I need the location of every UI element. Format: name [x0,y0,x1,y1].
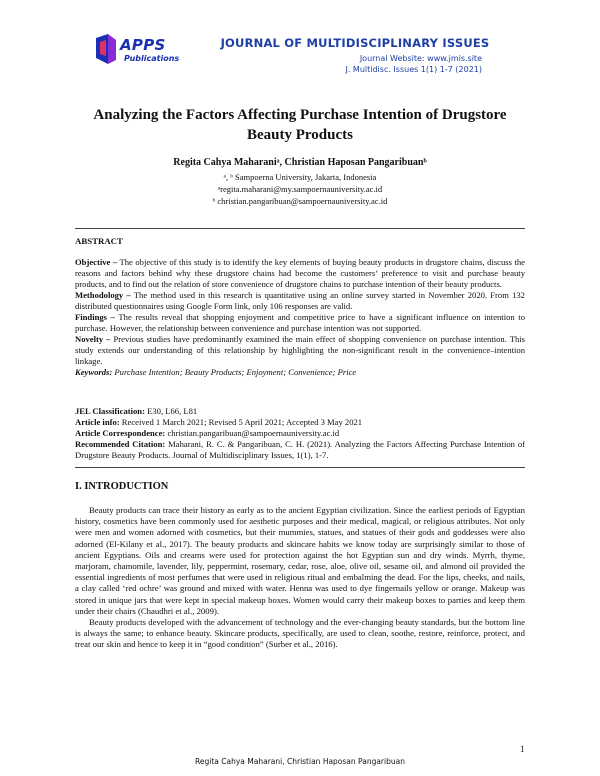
keywords-text: Purchase Intention; Beauty Products; Enjoyment; Convenience; Price [112,367,357,377]
journal-issue: J. Multidisc. Issues 1(1) 1-7 (2021) [345,65,482,74]
introduction-body [75,505,525,651]
article-info [75,417,525,428]
abstract-keywords [75,367,525,378]
methodology-label: Methodology – [75,290,131,300]
abstract-novelty [75,334,525,367]
abstract-section [75,236,525,378]
publisher-logo-icon [94,34,118,66]
publisher-logo [94,34,184,72]
abstract-findings [75,312,525,334]
novelty-label: Novelty – [75,334,111,344]
author-affiliations [100,171,500,207]
correspondence-label: Article Correspondence: [75,428,166,438]
abstract-objective [75,257,525,290]
article-meta [75,406,525,461]
paper-title-line1: Analyzing the Factors Affecting Purchase Intention of Drugstore [93,107,507,123]
jel-label: JEL Classification: [75,406,145,416]
divider-top [75,228,525,229]
article-info-label: Article info: [75,417,120,427]
affiliation: ᵃ, ᵇ Sampoerna University, Jakarta, Indonesia [223,172,377,182]
section-heading-introduction: I. INTRODUCTION [75,481,169,492]
article-info-text: Received 1 March 2021; Revised 5 April 2021; Accepted 3 May 2021 [119,417,363,427]
journal-header [210,36,500,75]
divider-bottom [75,467,525,468]
article-correspondence [75,428,525,439]
paper-title [80,105,520,145]
journal-website: Journal Website: www.jmis.site [359,54,482,63]
intro-paragraph-1: Beauty products can trace their history as early as to the ancient Egyptian civilization. Since the earliest periods of Egyptian history, cosmetics have been commonly used for aesthetic purposes and their medical, magical, or religious attributes. Not only were men and women adorned with cosmetics, but their mummies, statues, and statues of their gods and goddesses were also adorned (El-Kilany et al., 2017). The beauty products and skincare habits we know today are surprisingly similar to those of ancient Egyptians. Oils and creams were used for protection against the hot Egyptian sun and dry winds. Myrrh, thyme, marjoram, chamomile, lavender, lily, peppermint, rosemary, cedar, rose, aloe, olive oil, sesame oil, and almond oil provided the essential ingredients of most perfumes that were used in religious ritual and embalming the dead. For the lips, cheeks, and nails, a clay called ‘red ochre’ was ground and mixed with water. Henna was used to dye fingernails yellow or orange. Makeup was stored in unique jars that were kept in special makeup boxes. Women would carry their makeup boxes to parties and keep them under their chairs (Chaudhri et al., 2009). [75,505,525,616]
email-a: ᵃregita.maharani@my.sampoernauniversity.ac.id [217,184,383,194]
jel-classification [75,406,525,417]
email-b: ᵇ christian.pangaribuan@sampoernauniversity.ac.id [212,196,388,206]
logo-subtext: Publications [124,54,180,63]
jel-text: E30, L66, L81 [144,406,198,416]
findings-text: The results reveal that shopping enjoyment and competitive price to have a significant influence on intention to purchase. However, the relationship between convenience and purchase intention was not supported. [75,312,525,333]
keywords-label: Keywords: [75,367,113,377]
recommended-citation [75,439,525,461]
citation-label: Recommended Citation: [75,439,166,449]
abstract-methodology [75,290,525,312]
journal-title: JOURNAL OF MULTIDISCIPLINARY ISSUES [220,36,490,50]
objective-label: Objective – [75,257,118,267]
footer-authors: Regita Cahya Maharani, Christian Haposan Pangaribuan [195,757,405,766]
logo-text: APPS [120,36,166,54]
correspondence-text: christian.pangaribuan@sampoernauniversity.ac.id [165,428,340,438]
findings-label: Findings – [75,312,115,322]
methodology-text: The method used in this research is quantitative using an online survey started in November 2020. From 132 distributed questionnaires using Google Form link, only 106 responses are valid. [75,290,525,311]
objective-text: The objective of this study is to identify the key elements of buying beauty products in drugstore chains, discuss the reasons and factors behind why these drugstore chains had become the customers’ preference to visit and purchase beauty products, and to find out the relation of store convenience of drugstore chains to purchase intention of their beauty products. [75,257,525,289]
citation-text: Maharani, R. C. & Pangaribuan, C. H. (2021). Analyzing the Factors Affecting Purchase Intention of Drugstore Beauty Products. Journal of Multidisciplinary Issues, 1(1), 1-7. [75,439,525,460]
paper-authors: Regita Cahya Maharaniᵃ, Christian Haposan Pangaribuanᵇ [173,157,427,168]
intro-paragraph-2: Beauty products developed with the advancement of technology and the ever-changing beauty standards, but the bottom line is always the same; to enhance beauty. Skincare products, specifically, are used to clean, soothe, restore, reinforce, protect, and treat our skin and hence to keep it in “good condition” (Surber et al., 2016). [75,617,525,650]
novelty-text: Previous studies have predominantly examined the main effect of shopping convenience on purchase intention. This study extends our understanding of this relationship by highlighting the non-significant result in the convenience–intention linkage. [75,334,526,366]
page-number: 1 [520,744,525,754]
paper-title-line2: Beauty Products [247,127,353,143]
abstract-heading: ABSTRACT [75,236,123,246]
